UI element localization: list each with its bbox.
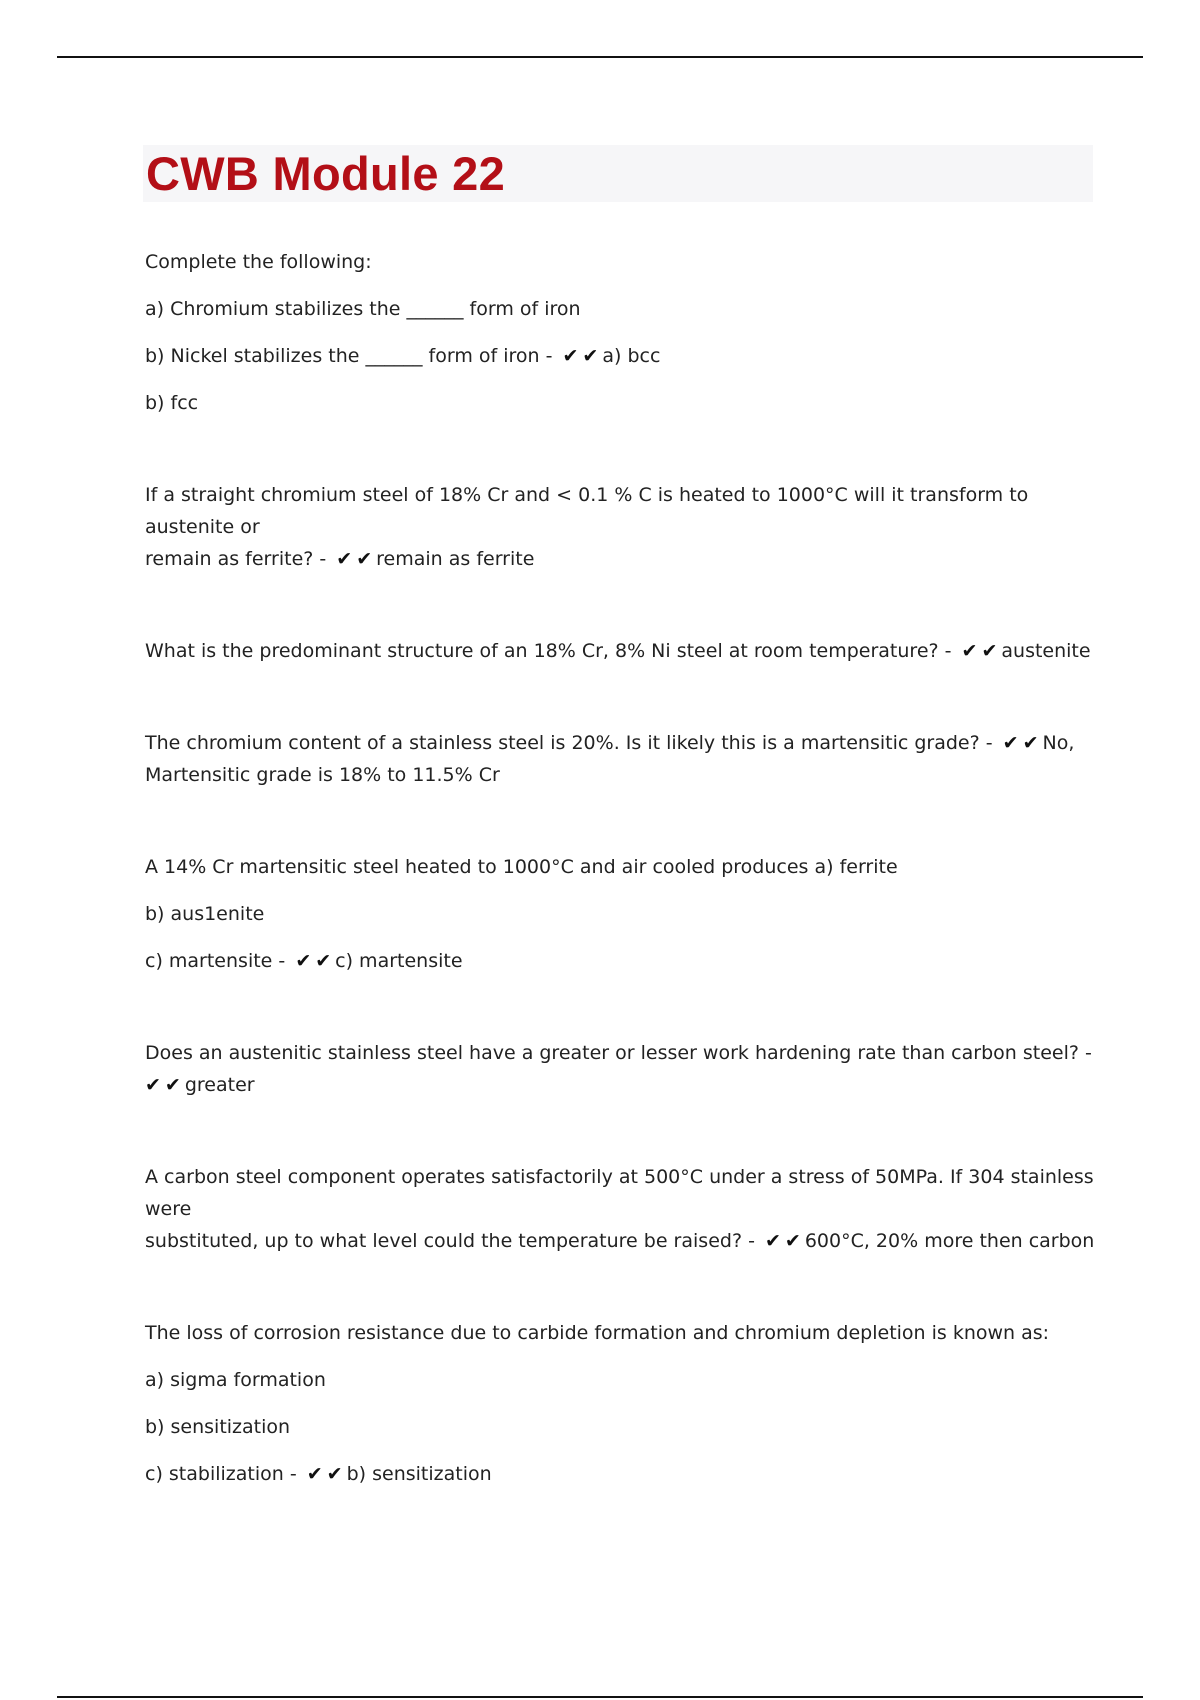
q1-prompt: Complete the following: [145,251,372,273]
q3-answer: austenite [1001,640,1091,662]
check-marks-icon: ✔✔ [961,640,1002,662]
q2-line-1: If a straight chromium steel of 18% Cr and < 0.1 % C is heated to 1000°C will it transform to austenite or [145,484,1029,538]
q7-line-2 [145,1225,1095,1257]
spacer [145,419,1095,479]
q8-option-c [145,1458,1095,1490]
top-rule [57,56,1143,58]
document-body [145,246,1095,1490]
q4-answer-2: Martensitic grade is 18% to 11.5% Cr [145,764,500,786]
q5-option-b: b) aus1enite [145,903,265,925]
check-marks-icon: ✔✔ [306,1463,347,1485]
q8-option-b: b) sensitization [145,1416,291,1438]
q6-answer: greater [184,1074,255,1096]
spacer [145,1257,1095,1317]
q1-answer-a: a) bcc [602,345,661,367]
spacer [145,1101,1095,1161]
document-title: CWB Module 22 [146,147,506,200]
bottom-rule [57,1696,1143,1698]
q3-question [145,635,1095,667]
check-marks-icon: ✔✔ [1002,732,1043,754]
q1-line-b [145,340,1095,372]
q8-answer: b) sensitization [346,1463,492,1485]
q4-question [145,727,1095,759]
q3-question-text: What is the predominant structure of an 18% Cr, 8% Ni steel at room temperature? - [145,640,952,662]
check-marks-icon: ✔✔ [145,1074,185,1096]
q1-line-b-text: b) Nickel stabilizes the ______ form of iron - [145,345,553,367]
q2-line-2-text: remain as ferrite? - [145,548,327,570]
check-marks-icon: ✔✔ [336,548,377,570]
q5-question: A 14% Cr martensitic steel heated to 1000°C and air cooled produces a) ferrite [145,856,898,878]
q4-question-text: The chromium content of a stainless steel is 20%. Is it likely this is a martensitic grade? - [145,732,993,754]
q4-answer-1: No, [1042,732,1075,754]
spacer [145,667,1095,727]
spacer [145,791,1095,851]
q7-answer: 600°C, 20% more then carbon [804,1230,1095,1252]
q6-question: Does an austenitic stainless steel have a greater or lesser work hardening rate than carbon steel? - [145,1042,1092,1064]
q7-line-1: A carbon steel component operates satisfactorily at 500°C under a stress of 50MPa. If 304 stainless were [145,1166,1094,1220]
q6-answer-line [145,1069,1095,1101]
q2-answer: remain as ferrite [376,548,535,570]
q2-line-2 [145,543,1095,575]
spacer [145,977,1095,1037]
q5-answer: c) martensite [335,950,463,972]
q8-option-a: a) sigma formation [145,1369,326,1391]
check-marks-icon: ✔✔ [295,950,336,972]
q5-option-c-text: c) martensite - [145,950,286,972]
q5-option-c [145,945,1095,977]
q1-line-a: a) Chromium stabilizes the ______ form of iron [145,298,581,320]
check-marks-icon: ✔✔ [764,1230,805,1252]
check-marks-icon: ✔✔ [562,345,603,367]
spacer [145,575,1095,635]
q7-line-2-text: substituted, up to what level could the temperature be raised? - [145,1230,755,1252]
q8-question: The loss of corrosion resistance due to carbide formation and chromium depletion is known as: [145,1322,1050,1344]
q8-option-c-text: c) stabilization - [145,1463,297,1485]
q1-answer-b: b) fcc [145,392,199,414]
